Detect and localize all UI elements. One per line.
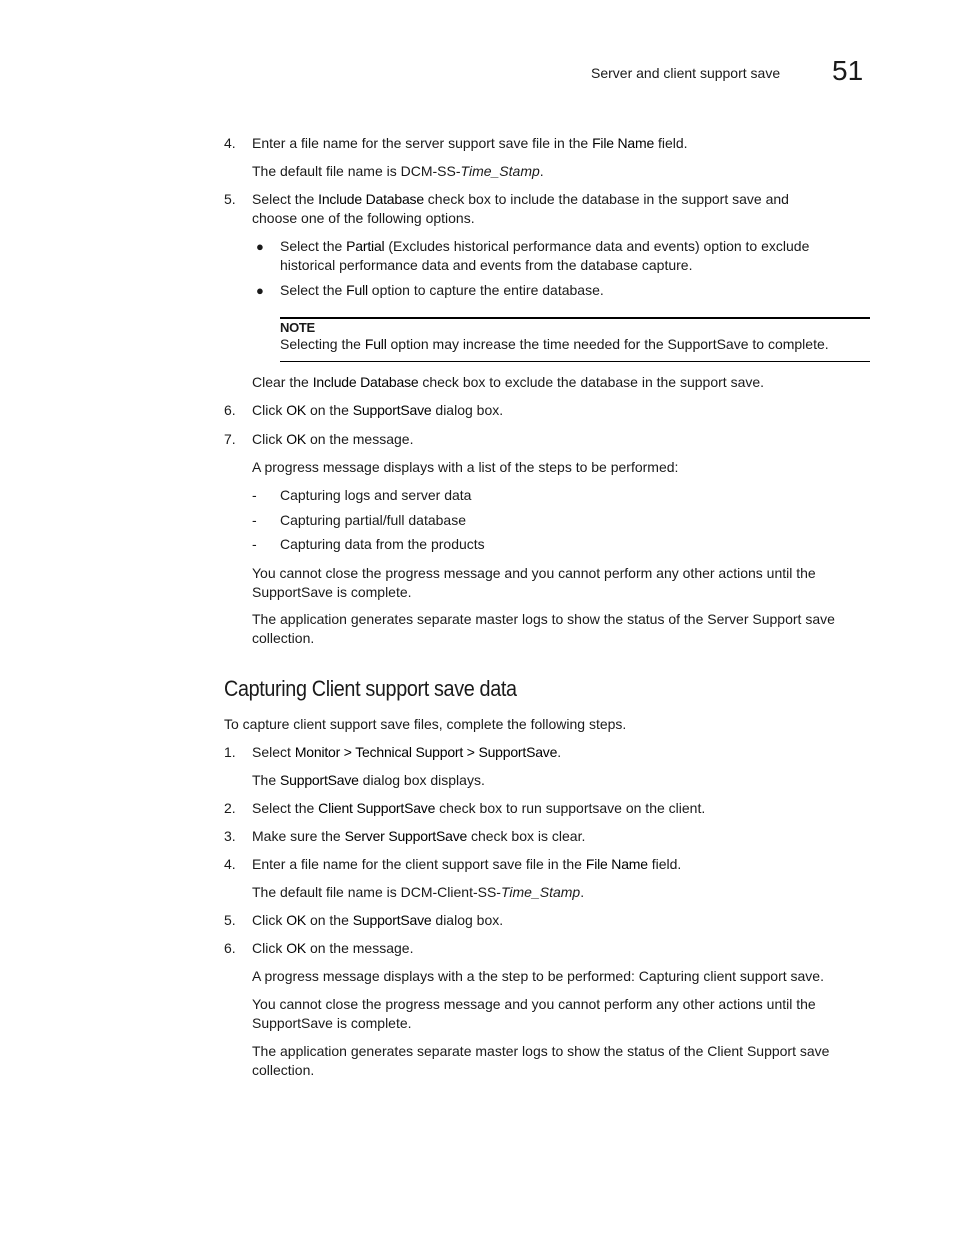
step-number: 5. — [224, 191, 236, 207]
dash-icon: - — [252, 536, 257, 552]
step-text: Make sure the Server SupportSave check box is clear. — [252, 828, 586, 844]
step-number: 4. — [224, 856, 236, 872]
paragraph: The application generates separate master logs to show the status of the Client Support save collection. — [252, 1043, 830, 1078]
list-item: Capturing logs and server data — [280, 487, 472, 503]
paragraph: The application generates separate master logs to show the status of the Server Support save collection. — [252, 611, 835, 646]
note-text: Selecting the Full option may increase the time needed for the SupportSave to complete. — [280, 336, 829, 352]
bullet-text: Select the Partial (Excludes historical performance data and events) option to exclude historical performance data and events from the database capture. — [280, 238, 810, 273]
step-subtext: The default file name is DCM-SS-Time_Stamp. — [252, 163, 544, 179]
paragraph: A progress message displays with a the step to be performed: Capturing client support save. — [252, 968, 824, 984]
step-subtext: The default file name is DCM-Client-SS-Time_Stamp. — [252, 884, 585, 900]
step-number: 6. — [224, 402, 236, 418]
list-item: Capturing data from the products — [280, 536, 485, 552]
step-number: 4. — [224, 135, 236, 151]
dash-icon: - — [252, 487, 257, 503]
note-top-rule — [280, 317, 870, 319]
step-text: Select the Include Database check box to include the database in the support save and choose one of the following options. — [252, 191, 789, 226]
step-number: 7. — [224, 431, 236, 447]
section-heading: Capturing Client support save data — [224, 676, 517, 701]
note-bottom-rule — [280, 361, 870, 362]
step-number: 2. — [224, 800, 236, 816]
step-text: Click OK on the message. — [252, 940, 414, 956]
step-text: Click OK on the SupportSave dialog box. — [252, 402, 504, 418]
step-number: 3. — [224, 828, 236, 844]
bullet-text: Select the Full option to capture the entire database. — [280, 282, 604, 298]
step-subtext: Clear the Include Database check box to exclude the database in the support save. — [252, 374, 765, 390]
dash-icon: - — [252, 512, 257, 528]
bullet-icon: ● — [256, 283, 264, 298]
paragraph: You cannot close the progress message and you cannot perform any other actions until the SupportSave is complete. — [252, 565, 816, 600]
running-header-title: Server and client support save — [591, 65, 781, 81]
step-number: 6. — [224, 940, 236, 956]
step-text: Click OK on the message. — [252, 431, 414, 447]
step-text: Select Monitor > Technical Support > SupportSave. — [252, 744, 562, 760]
list-item: Capturing partial/full database — [280, 512, 467, 528]
step-text: Enter a file name for the client support save file in the File Name field. — [252, 856, 682, 872]
step-text: Click OK on the SupportSave dialog box. — [252, 912, 504, 928]
chapter-number: 51 — [832, 55, 864, 86]
step-text: Enter a file name for the server support save file in the File Name field. — [252, 135, 688, 151]
step-number: 5. — [224, 912, 236, 928]
step-number: 1. — [224, 744, 236, 760]
step-subtext: A progress message displays with a list of the steps to be performed: — [252, 459, 679, 475]
paragraph: To capture client support save files, complete the following steps. — [224, 716, 627, 732]
bullet-icon: ● — [256, 239, 264, 254]
note-label: NOTE — [280, 320, 315, 335]
paragraph: You cannot close the progress message and you cannot perform any other actions until the SupportSave is complete. — [252, 996, 816, 1031]
step-subtext: The SupportSave dialog box displays. — [252, 772, 485, 788]
step-text: Select the Client SupportSave check box to run supportsave on the client. — [252, 800, 706, 816]
